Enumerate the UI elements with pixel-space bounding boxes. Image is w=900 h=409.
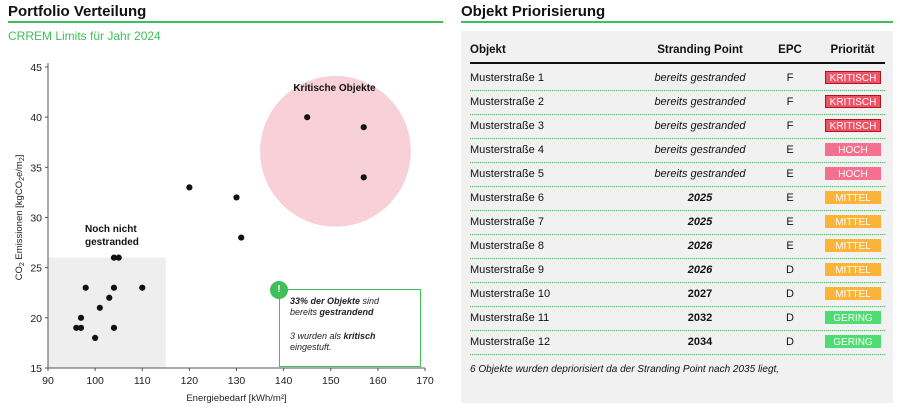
x-tick-label: 170 — [416, 375, 434, 387]
epc-class: D — [786, 336, 794, 348]
data-point — [92, 335, 98, 341]
title-divider — [461, 21, 893, 23]
priorisierung-title: Objekt Priorisierung — [461, 3, 606, 20]
object-name: Musterstraße 4 — [470, 144, 544, 156]
priority-badge: MITTEL — [825, 287, 881, 300]
zone-label-not-stranded: Noch nicht — [85, 224, 137, 235]
stranding-point: 2026 — [687, 240, 713, 252]
data-point — [361, 174, 367, 180]
data-point — [233, 194, 239, 200]
y-tick-label: 35 — [30, 162, 42, 175]
data-point — [186, 184, 192, 190]
object-name: Musterstraße 5 — [470, 168, 544, 180]
table-row — [470, 114, 885, 139]
epc-class: F — [786, 96, 794, 108]
y-tick-label: 15 — [30, 363, 42, 375]
y-tick-label: 45 — [30, 62, 42, 74]
data-point — [111, 325, 117, 331]
stranding-point: bereits gestranded — [654, 96, 746, 108]
note-line-2: bereits gestrandend — [290, 307, 374, 317]
chart-subtitle: CRREM Limits für Jahr 2024 — [8, 29, 161, 43]
data-point — [111, 285, 117, 291]
table-row — [470, 210, 885, 235]
header-prioritaet: Priorität — [830, 44, 875, 56]
table-row — [470, 138, 885, 163]
stranding-point: bereits gestranded — [654, 72, 746, 84]
header-divider — [470, 62, 885, 64]
table-row — [470, 306, 885, 331]
table-row — [470, 90, 885, 115]
data-point — [78, 325, 84, 331]
zone-label-critical: Kritische Objekte — [293, 83, 376, 94]
stranding-point: 2034 — [687, 336, 713, 348]
object-name: Musterstraße 12 — [470, 336, 551, 348]
critical-zone — [260, 76, 411, 227]
epc-class: D — [786, 264, 794, 276]
note-line-4: eingestuft. — [290, 342, 332, 352]
object-name: Musterstraße 11 — [470, 312, 550, 324]
stranding-point: 2027 — [687, 288, 713, 300]
x-tick-label: 130 — [227, 375, 246, 387]
x-tick-label: 100 — [86, 375, 104, 387]
stranding-point: 2032 — [687, 312, 713, 324]
object-name: Musterstraße 6 — [470, 192, 544, 204]
stranding-point: 2025 — [687, 192, 713, 204]
x-tick-label: 110 — [133, 375, 151, 387]
data-point — [361, 124, 367, 130]
object-name: Musterstraße 1 — [470, 72, 544, 84]
x-tick-label: 160 — [369, 375, 387, 387]
table-row — [470, 330, 885, 355]
priority-badge: GERING — [825, 311, 881, 324]
priority-badge: MITTEL — [825, 263, 881, 276]
epc-class: E — [786, 168, 794, 180]
priority-badge: GERING — [825, 335, 881, 348]
stranding-point: bereits gestranded — [654, 144, 746, 156]
table-row — [470, 66, 885, 91]
stranding-point: 2026 — [687, 264, 713, 276]
note-line-1: 33% der Objekte sind — [290, 296, 380, 306]
x-tick-label: 140 — [274, 375, 293, 387]
stranding-point: bereits gestranded — [654, 120, 746, 132]
header-epc: EPC — [778, 44, 802, 56]
data-point — [238, 234, 244, 240]
object-name: Musterstraße 10 — [470, 288, 551, 300]
table-row — [470, 258, 885, 283]
epc-class: E — [786, 192, 794, 204]
y-tick-label: 20 — [30, 312, 42, 325]
object-name: Musterstraße 7 — [470, 216, 544, 228]
object-name: Musterstraße 9 — [470, 264, 544, 276]
data-point — [116, 255, 122, 261]
table-row — [470, 162, 885, 187]
x-axis-label: Energiebedarf [kWh/m²] — [186, 393, 287, 404]
priority-badge: KRITISCH — [825, 71, 881, 84]
data-point — [78, 315, 84, 321]
object-name: Musterstraße 2 — [470, 96, 544, 108]
x-tick-label: 120 — [180, 375, 199, 387]
table-row — [470, 186, 885, 211]
table-footnote: 6 Objekte wurden depriorisiert da der Stranding Point nach 2035 liegt, — [470, 364, 780, 375]
epc-class: E — [786, 144, 794, 156]
stranding-point: bereits gestranded — [654, 168, 746, 180]
data-point — [106, 295, 112, 301]
data-point — [83, 285, 89, 291]
y-tick-label: 25 — [30, 262, 42, 275]
y-tick-label: 30 — [30, 212, 42, 225]
x-tick-label: 150 — [321, 375, 340, 387]
header-stranding-point: Stranding Point — [657, 44, 743, 56]
y-tick-label: 40 — [30, 112, 42, 125]
header-objekt: Objekt — [470, 44, 506, 56]
priority-badge: KRITISCH — [825, 95, 881, 108]
priority-badge: MITTEL — [825, 215, 881, 228]
portfolio-title: Portfolio Verteilung — [8, 3, 147, 20]
zone-label-not-stranded: gestranded — [85, 237, 139, 248]
epc-class: D — [786, 312, 794, 324]
data-point — [97, 305, 103, 311]
priority-badge: MITTEL — [825, 191, 881, 204]
epc-class: F — [786, 120, 794, 132]
data-point — [304, 114, 310, 120]
epc-class: E — [786, 240, 794, 252]
x-tick-label: 90 — [42, 375, 54, 387]
priority-badge: HOCH — [825, 143, 881, 156]
alert-badge-icon: ! — [270, 281, 288, 299]
epc-class: D — [786, 288, 794, 300]
not-stranded-zone — [48, 258, 166, 368]
y-axis-label: $CO_2$ Emissionen $[kgCO_2e/m_2]$ — [14, 154, 26, 281]
epc-class: F — [786, 72, 794, 84]
priority-badge: HOCH — [825, 167, 881, 180]
epc-class: E — [786, 216, 794, 228]
priority-badge: KRITISCH — [825, 119, 881, 132]
table-row — [470, 234, 885, 259]
stranding-point: 2025 — [687, 216, 713, 228]
object-name: Musterstraße 3 — [470, 120, 544, 132]
priority-badge: MITTEL — [825, 239, 881, 252]
data-point — [139, 285, 145, 291]
table-row — [470, 282, 885, 307]
object-name: Musterstraße 8 — [470, 240, 544, 252]
note-line-3: 3 wurden als kritisch — [290, 331, 376, 341]
